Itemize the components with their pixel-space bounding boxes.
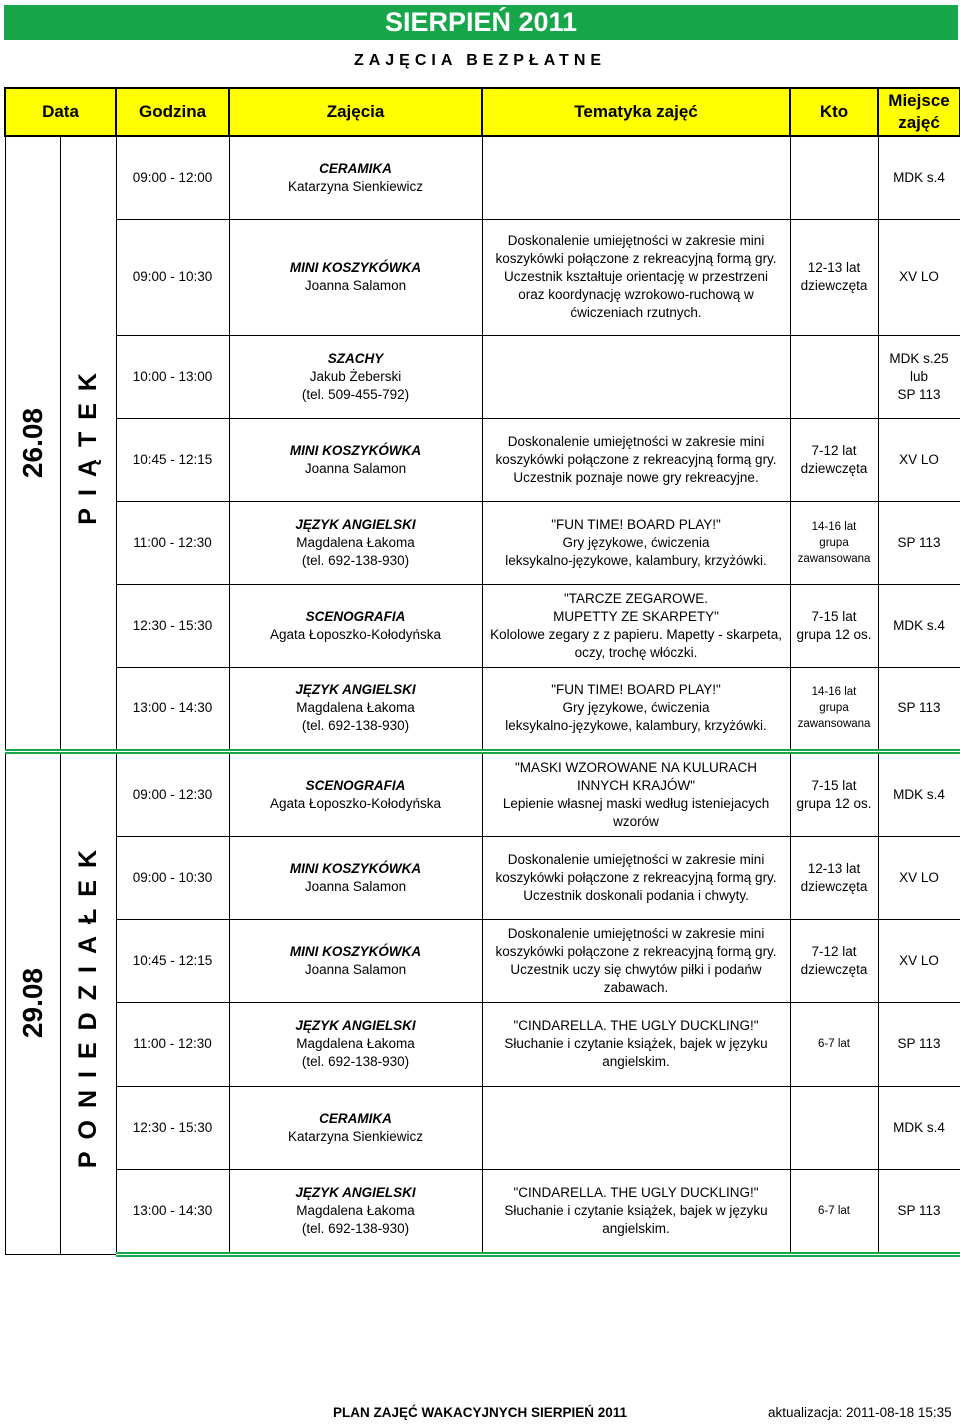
who-cell [790, 836, 878, 919]
activity-cell [229, 836, 482, 919]
table-row [5, 1086, 960, 1169]
schedule-table [4, 87, 960, 1257]
text-line: XV LO [899, 952, 939, 968]
text-line: Doskonalenie umiejętności w zakresie mini [507, 925, 765, 941]
activity-cell [229, 1086, 482, 1169]
text-line: SP 113 [897, 700, 941, 715]
activity-cell [229, 501, 482, 584]
topic-cell [482, 501, 790, 584]
text-line: koszykówki połączone z rekreacyjną formą gry. [495, 451, 777, 467]
text-line: ćwiczeniach rzutnych. [570, 305, 702, 320]
text-line: "CINDARELLA. THE UGLY DUCKLING!" [513, 1018, 759, 1033]
text-line: Jakub Żeberski [309, 368, 402, 384]
activity-cell [229, 751, 482, 836]
activity-name: MINI KOSZYKÓWKA [289, 860, 422, 876]
text-line: Agata Łoposzko-Kołodyńska [269, 626, 442, 642]
date-cell [5, 751, 60, 1254]
text-line: Doskonalenie umiejętności w zakresie mini [507, 851, 765, 867]
text-line: Słuchanie i czytanie książek, bajek w języku [504, 1036, 768, 1051]
time-cell: 11:00 - 12:30 [116, 501, 229, 584]
table-row [5, 1169, 960, 1254]
activity-name: JĘZYK ANGIELSKI [295, 516, 416, 532]
table-row [5, 584, 960, 667]
text-line: 12-13 lat [807, 860, 861, 876]
time-cell: 09:00 - 10:30 [116, 836, 229, 919]
weekday-label: PIĄTEK [74, 360, 102, 525]
text-line: 6-7 lat [818, 1038, 850, 1050]
text-line: dziewczęta [800, 278, 868, 293]
text-line: Kololowe zegary z z papieru. Mapetty - skarpeta, [490, 626, 782, 642]
text-line: Uczestnik doskonali podania i chwyty. [523, 887, 749, 903]
text-line: 12-13 lat [807, 260, 861, 275]
weekday-cell [60, 136, 116, 751]
text-line: 7-15 lat [811, 608, 857, 624]
text-line: grupa 12 os. [796, 795, 872, 811]
text-line: angielskim. [602, 1220, 670, 1236]
who-cell [790, 501, 878, 584]
text-line: XV LO [899, 869, 939, 885]
text-line: angielskim. [602, 1054, 670, 1069]
activity-name: MINI KOSZYKÓWKA [289, 260, 422, 275]
text-line: zabawach. [603, 979, 669, 995]
place-cell [878, 501, 960, 584]
header-miejsce: Miejsce zajęć [878, 88, 960, 136]
topic-cell [482, 418, 790, 501]
text-line: Lepienie własnej maski według isteniejacych [502, 795, 770, 811]
text-line: Uczestnik kształtuje orientację w przestrzeni [503, 269, 769, 284]
time-cell: 10:45 - 12:15 [116, 919, 229, 1002]
text-line: (tel. 692-138-930) [301, 1054, 410, 1069]
text-line: leksykalno-językowe, kalambury, krzyżówki. [505, 718, 767, 733]
text-line: (tel. 692-138-930) [301, 718, 410, 733]
table-row [5, 751, 960, 836]
text-line: Gry językowe, ćwiczenia [562, 700, 710, 715]
text-line: XV LO [899, 269, 939, 284]
place-cell [878, 1169, 960, 1254]
text-line: (tel. 692-138-930) [301, 1220, 410, 1236]
activity-cell [229, 667, 482, 751]
who-cell [790, 418, 878, 501]
who-cell [790, 335, 878, 418]
text-line: SP 113 [897, 386, 941, 402]
who-cell [790, 1002, 878, 1086]
text-line: Magdalena Łakoma [296, 534, 415, 550]
topic-cell [482, 136, 790, 219]
activity-name: SCENOGRAFIA [305, 777, 406, 793]
place-cell [878, 1086, 960, 1169]
activity-cell [229, 584, 482, 667]
text-line: MUPETTY ZE SKARPETY" [553, 608, 719, 624]
place-cell [878, 751, 960, 836]
table-row [5, 667, 960, 751]
date-cell [5, 136, 60, 751]
who-cell [790, 219, 878, 335]
text-line: Joanna Salamon [304, 460, 407, 476]
text-line: SP 113 [897, 1036, 941, 1051]
place-cell [878, 136, 960, 219]
table-row [5, 418, 960, 501]
topic-cell [482, 335, 790, 418]
time-cell: 13:00 - 14:30 [116, 667, 229, 751]
text-line: "FUN TIME! BOARD PLAY!" [551, 516, 721, 532]
time-cell: 11:00 - 12:30 [116, 1002, 229, 1086]
weekday-label: PONIEDZIAŁEK [74, 838, 102, 1169]
activity-name: SCENOGRAFIA [305, 608, 406, 624]
date-label: 29.08 [16, 968, 48, 1039]
topic-cell [482, 219, 790, 335]
activity-name: CERAMIKA [319, 1110, 392, 1126]
time-cell: 10:00 - 13:00 [116, 335, 229, 418]
weekday-cell [60, 751, 116, 1254]
time-cell: 10:45 - 12:15 [116, 418, 229, 501]
footer-plan-title: PLAN ZAJĘĆ WAKACYJNYCH SIERPIEŃ 2011 [332, 1405, 628, 1420]
who-cell [790, 667, 878, 751]
activity-name: JĘZYK ANGIELSKI [295, 1184, 416, 1200]
header-row [5, 88, 960, 136]
text-line: zawansowana [797, 552, 871, 565]
text-line: wzorów [613, 813, 659, 829]
text-line: koszykówki połączone z rekreacyjną formą gry. [495, 251, 777, 266]
activity-cell [229, 136, 482, 219]
who-cell [790, 1086, 878, 1169]
place-cell [878, 584, 960, 667]
text-line: 7-12 lat [811, 442, 857, 458]
activity-cell [229, 1169, 482, 1254]
text-line: XV LO [899, 451, 939, 467]
text-line: leksykalno-językowe, kalambury, krzyżówki. [505, 552, 767, 568]
text-line: grupa [819, 536, 849, 549]
text-line: Katarzyna Sienkiewicz [287, 178, 424, 194]
table-row [5, 1002, 960, 1086]
place-cell [878, 667, 960, 751]
time-cell: 09:00 - 10:30 [116, 219, 229, 335]
table-row [5, 136, 960, 219]
activity-cell [229, 219, 482, 335]
footer-updated: aktualizacja: 2011-08-18 15:35 [768, 1405, 952, 1420]
text-line: "MASKI WZOROWANE NA KULURACH [514, 759, 758, 775]
text-line: Magdalena Łakoma [296, 1202, 415, 1218]
text-line: oraz koordynację wzrokowo-ruchową w [518, 287, 754, 302]
text-line: 14-16 lat [811, 520, 857, 533]
topic-cell [482, 751, 790, 836]
text-line: grupa [819, 702, 849, 714]
who-cell [790, 1169, 878, 1254]
text-line: MDK s.4 [893, 786, 945, 802]
topic-cell [482, 584, 790, 667]
header-data: Data [5, 88, 116, 136]
topic-cell [482, 919, 790, 1002]
time-cell: 13:00 - 14:30 [116, 1169, 229, 1254]
activity-cell [229, 418, 482, 501]
time-cell: 09:00 - 12:00 [116, 136, 229, 219]
text-line: MDK s.4 [893, 1119, 945, 1135]
text-line: zawansowana [797, 718, 871, 730]
activity-cell [229, 335, 482, 418]
topic-cell [482, 836, 790, 919]
text-line: (tel. 692-138-930) [301, 552, 410, 568]
time-cell: 12:30 - 15:30 [116, 1086, 229, 1169]
header-godzina: Godzina [116, 88, 229, 136]
place-cell [878, 418, 960, 501]
text-line: grupa 12 os. [796, 626, 872, 642]
text-line: Uczestnik uczy się chwytów piłki i podańw [510, 961, 762, 977]
text-line: Agata Łoposzko-Kołodyńska [269, 795, 442, 811]
text-line: (tel. 509-455-792) [301, 386, 410, 402]
text-line: MDK s.4 [893, 169, 945, 185]
place-cell [878, 335, 960, 418]
text-line: Joanna Salamon [304, 961, 407, 977]
text-line: Joanna Salamon [304, 878, 407, 894]
table-row [5, 501, 960, 584]
activity-name: JĘZYK ANGIELSKI [295, 682, 416, 697]
activity-name: CERAMIKA [319, 160, 392, 176]
text-line: SP 113 [897, 534, 941, 550]
topic-cell [482, 1169, 790, 1254]
text-line: Doskonalenie umiejętności w zakresie mini [507, 233, 765, 248]
place-cell [878, 219, 960, 335]
text-line: "CINDARELLA. THE UGLY DUCKLING!" [513, 1184, 759, 1200]
place-cell [878, 919, 960, 1002]
text-line: 14-16 lat [811, 686, 857, 698]
table-row [5, 919, 960, 1002]
topic-cell [482, 1086, 790, 1169]
activity-cell [229, 919, 482, 1002]
subtitle: ZAJĘCIA BEZPŁATNE [353, 52, 607, 69]
text-line: Uczestnik poznaje nowe gry rekreacyjne. [513, 469, 759, 485]
activity-cell [229, 1002, 482, 1086]
place-cell [878, 836, 960, 919]
text-line: Gry językowe, ćwiczenia [562, 534, 710, 550]
text-line: SP 113 [897, 1202, 941, 1218]
table-row [5, 219, 960, 335]
month-title: SIERPIEŃ 2011 [4, 5, 958, 40]
text-line: 6-7 lat [818, 1204, 850, 1217]
text-line: "TARCZE ZEGAROWE. [563, 590, 709, 606]
table-row [5, 335, 960, 418]
activity-name: JĘZYK ANGIELSKI [295, 1018, 416, 1033]
time-cell: 12:30 - 15:30 [116, 584, 229, 667]
text-line: 7-15 lat [811, 777, 857, 793]
text-line: koszykówki połączone z rekreacyjną formą gry. [495, 869, 777, 885]
activity-name: SZACHY [327, 350, 384, 366]
who-cell [790, 919, 878, 1002]
activity-name: MINI KOSZYKÓWKA [289, 442, 422, 458]
text-line: MDK s.25 [889, 350, 949, 366]
who-cell [790, 136, 878, 219]
text-line: dziewczęta [800, 878, 868, 894]
text-line: Magdalena Łakoma [296, 1036, 415, 1051]
text-line: oczy, trochę włóczki. [574, 644, 698, 660]
text-line: Doskonalenie umiejętności w zakresie mini [507, 433, 765, 449]
date-label: 26.08 [16, 407, 48, 478]
text-line: dziewczęta [800, 961, 868, 977]
header-kto: Kto [790, 88, 878, 136]
topic-cell [482, 1002, 790, 1086]
time-cell: 09:00 - 12:30 [116, 751, 229, 836]
table-row [5, 836, 960, 919]
text-line: lub [910, 368, 929, 384]
text-line: koszykówki połączone z rekreacyjną formą gry. [495, 943, 777, 959]
text-line: INNYCH KRAJÓW" [576, 777, 696, 793]
text-line: Joanna Salamon [304, 278, 407, 293]
text-line: dziewczęta [800, 460, 868, 476]
who-cell [790, 584, 878, 667]
topic-cell [482, 667, 790, 751]
header-tematyka: Tematyka zajęć [482, 88, 790, 136]
text-line: Słuchanie i czytanie książek, bajek w języku [504, 1202, 768, 1218]
text-line: 7-12 lat [811, 943, 857, 959]
header-zajecia: Zajęcia [229, 88, 482, 136]
text-line: Katarzyna Sienkiewicz [287, 1128, 424, 1144]
place-cell [878, 1002, 960, 1086]
who-cell [790, 751, 878, 836]
text-line: Magdalena Łakoma [296, 700, 415, 715]
text-line: MDK s.4 [893, 617, 945, 633]
text-line: "FUN TIME! BOARD PLAY!" [551, 682, 721, 697]
activity-name: MINI KOSZYKÓWKA [289, 943, 422, 959]
